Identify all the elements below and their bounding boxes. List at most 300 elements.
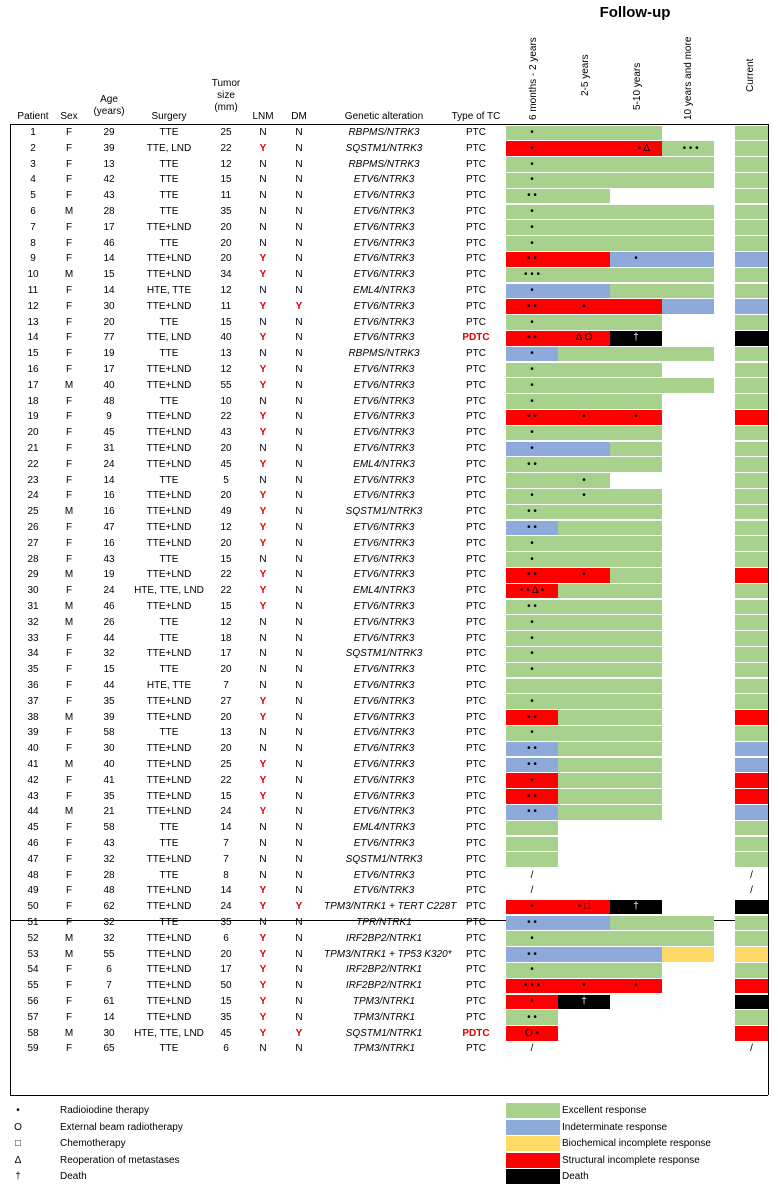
- follow-up-bar-segment: [610, 284, 714, 299]
- cell-patient: 16: [27, 364, 39, 375]
- cell-type-of-tc: PTC: [466, 664, 486, 676]
- cell-genetic-alteration: ETV6/NTRK3: [353, 395, 415, 407]
- cell-tumor-size: 15: [220, 553, 232, 565]
- treatment-marker: •: [530, 174, 534, 186]
- cell-tumor-size: 13: [220, 727, 232, 739]
- cell-lnm: N: [259, 395, 267, 407]
- treatment-marker: • •: [527, 948, 537, 960]
- cell-lnm: N: [259, 1043, 267, 1055]
- cell-surgery: TTE+LND: [146, 964, 192, 976]
- current-status-cell: [735, 410, 768, 425]
- cell-type-of-tc: PTC: [466, 727, 486, 739]
- cell-age: 29: [103, 127, 115, 138]
- cell-sex: F: [65, 316, 73, 328]
- cell-dm: N: [295, 537, 303, 549]
- cell-genetic-alteration: ETV6/NTRK3: [353, 727, 415, 739]
- cell-tumor-size: 35: [220, 1011, 232, 1023]
- cell-lnm: Y: [259, 980, 267, 992]
- treatment-marker: •: [530, 964, 534, 976]
- table-row: [0, 994, 758, 1010]
- legend-color-swatch: [506, 1120, 560, 1135]
- cell-surgery: TTE: [159, 616, 179, 628]
- cell-sex: F: [65, 158, 73, 170]
- treatment-marker: /: [530, 869, 534, 881]
- cell-lnm: Y: [259, 1027, 267, 1039]
- cell-age: 30: [103, 300, 115, 312]
- treatment-marker: •: [530, 616, 534, 628]
- cell-type-of-tc: PTC: [466, 759, 486, 770]
- cell-type-of-tc: PTC: [466, 853, 486, 865]
- cell-age: 14: [103, 474, 115, 486]
- current-status-cell: [735, 710, 768, 725]
- cell-dm: N: [295, 395, 303, 407]
- cell-sex: F: [65, 427, 73, 439]
- cell-patient: 23: [27, 474, 39, 486]
- cell-genetic-alteration: ETV6/NTRK3: [353, 869, 415, 881]
- cell-type-of-tc: PTC: [466, 1043, 486, 1055]
- follow-up-bar-segment: [558, 789, 662, 804]
- cell-lnm: Y: [259, 142, 267, 154]
- treatment-marker: •: [530, 237, 534, 249]
- cell-tumor-size: 22: [220, 585, 232, 597]
- cell-surgery: TTE+LND: [146, 743, 192, 755]
- cell-genetic-alteration: ETV6/NTRK3: [353, 490, 415, 502]
- cell-type-of-tc: PTC: [466, 316, 486, 328]
- cell-surgery: TTE+LND: [146, 490, 192, 502]
- cell-age: 14: [103, 253, 115, 265]
- treatment-marker: •: [530, 490, 534, 502]
- cell-age: 40: [103, 759, 115, 770]
- follow-up-bar-segment: [558, 773, 662, 788]
- table-row: [0, 299, 758, 315]
- current-status-cell: [735, 758, 768, 773]
- treatment-marker: †: [633, 901, 639, 913]
- cell-type-of-tc: PTC: [466, 490, 486, 502]
- cell-surgery: TTE+LND: [146, 522, 192, 533]
- cell-dm: N: [295, 411, 303, 423]
- follow-up-bar-segment: [558, 805, 662, 820]
- header-sex: Sex: [60, 111, 78, 122]
- cell-dm: Y: [295, 901, 303, 913]
- cell-tumor-size: 20: [220, 253, 232, 265]
- cell-lnm: Y: [259, 490, 267, 502]
- table-row: [0, 1010, 758, 1026]
- table-row: [0, 773, 758, 789]
- cell-tumor-size: 55: [220, 379, 232, 391]
- cell-age: 19: [103, 569, 115, 581]
- cell-genetic-alteration: TPM3/NTRK1 + TERT C228T: [324, 901, 457, 913]
- cell-type-of-tc: PTC: [466, 964, 486, 976]
- cell-lnm: Y: [259, 774, 267, 786]
- current-status-cell: [735, 852, 768, 867]
- treatment-marker: • •: [527, 253, 537, 265]
- cell-genetic-alteration: SQSTM1/NTRK3: [345, 853, 423, 865]
- cell-surgery: TTE+LND: [146, 948, 192, 960]
- current-status-cell: [735, 426, 768, 441]
- cell-sex: F: [65, 1011, 73, 1023]
- cell-patient: 51: [27, 917, 39, 928]
- cell-dm: N: [295, 522, 303, 533]
- cell-surgery: TTE+LND: [146, 806, 192, 818]
- cell-surgery: TTE+LND: [146, 300, 192, 312]
- cell-genetic-alteration: ETV6/NTRK3: [353, 569, 415, 581]
- legend-color-label: Biochemical incomplete response: [562, 1138, 711, 1149]
- cell-patient: 15: [27, 348, 39, 360]
- cell-sex: M: [64, 759, 74, 770]
- cell-dm: N: [295, 759, 303, 770]
- current-status-cell: [735, 679, 768, 694]
- treatment-marker: • • •: [682, 142, 699, 154]
- table-row: [0, 188, 758, 204]
- cell-tumor-size: 20: [220, 948, 232, 960]
- header-period-1: 6 months - 2 years: [528, 37, 539, 120]
- cell-tumor-size: 27: [220, 695, 232, 707]
- cell-age: 32: [103, 648, 115, 660]
- cell-lnm: N: [259, 664, 267, 676]
- cell-patient: 21: [27, 443, 39, 454]
- cell-genetic-alteration: SQSTM1/NTRK3: [345, 142, 423, 154]
- cell-age: 20: [103, 316, 115, 328]
- treatment-marker: •: [530, 727, 534, 739]
- current-status-cell: [735, 442, 768, 457]
- cell-surgery: TTE: [159, 190, 179, 202]
- cell-sex: M: [64, 806, 74, 818]
- table-row: [0, 978, 758, 994]
- legend-symbol-label: External beam radiotherapy: [60, 1121, 183, 1133]
- treatment-marker: •: [634, 253, 638, 265]
- table-row: [0, 694, 758, 710]
- cell-lnm: Y: [259, 269, 267, 281]
- cell-patient: 35: [27, 664, 39, 676]
- legend-color-swatch: [506, 1136, 560, 1151]
- cell-dm: N: [295, 348, 303, 360]
- cell-dm: N: [295, 774, 303, 786]
- treatment-marker: •: [530, 158, 534, 170]
- cell-sex: M: [64, 1027, 74, 1039]
- header-tumor-size: Tumor size (mm): [211, 78, 241, 113]
- treatment-marker: •: [634, 411, 638, 423]
- treatment-marker: •: [530, 537, 534, 549]
- treatment-marker: • •: [527, 759, 537, 770]
- current-status-cell: [735, 568, 768, 583]
- cell-surgery: TTE+LND: [146, 601, 192, 612]
- table-row: [0, 552, 758, 568]
- treatment-marker: • •: [527, 743, 537, 755]
- cell-sex: M: [64, 269, 74, 281]
- cell-lnm: N: [259, 348, 267, 360]
- cell-sex: F: [65, 553, 73, 565]
- cell-sex: F: [65, 458, 73, 470]
- cell-type-of-tc: PDTC: [462, 1027, 490, 1039]
- cell-tumor-size: 25: [220, 759, 232, 770]
- table-right-border: [768, 124, 769, 1095]
- cell-lnm: Y: [259, 569, 267, 581]
- cell-patient: 38: [27, 711, 39, 723]
- cell-surgery: TTE: [159, 822, 179, 834]
- follow-up-bar-segment: [506, 852, 558, 867]
- legend-symbol: □: [14, 1138, 22, 1149]
- cell-lnm: Y: [259, 332, 267, 344]
- cell-dm: N: [295, 1011, 303, 1023]
- treatment-marker: •: [530, 632, 534, 644]
- cell-genetic-alteration: ETV6/NTRK3: [353, 790, 415, 802]
- cell-genetic-alteration: ETV6/NTRK3: [353, 537, 415, 549]
- cell-dm: N: [295, 364, 303, 375]
- follow-up-bar-segment: [610, 442, 662, 457]
- cell-tumor-size: 20: [220, 537, 232, 549]
- cell-lnm: Y: [259, 901, 267, 913]
- treatment-marker: • •: [527, 601, 537, 612]
- current-status-cell: [735, 615, 768, 630]
- table-row: [0, 710, 758, 726]
- follow-up-bar-segment: [558, 347, 714, 362]
- cell-type-of-tc: PTC: [466, 411, 486, 423]
- cell-dm: N: [295, 443, 303, 454]
- cell-lnm: Y: [259, 537, 267, 549]
- cell-type-of-tc: PTC: [466, 379, 486, 391]
- cell-sex: F: [65, 695, 73, 707]
- cell-surgery: HTE, TTE, LND: [134, 1027, 204, 1039]
- cell-genetic-alteration: ETV6/NTRK3: [353, 253, 415, 265]
- cell-lnm: Y: [259, 806, 267, 818]
- follow-up-bar-segment: [506, 837, 558, 852]
- cell-genetic-alteration: IRF2BP2/NTRK1: [345, 964, 423, 976]
- table-row: [0, 962, 758, 978]
- cell-tumor-size: 49: [220, 506, 232, 518]
- cell-sex: M: [64, 379, 74, 391]
- cell-surgery: TTE+LND: [146, 569, 192, 581]
- cell-dm: N: [295, 695, 303, 707]
- table-row: [0, 820, 758, 836]
- cell-sex: M: [64, 506, 74, 518]
- cell-surgery: TTE: [159, 664, 179, 676]
- cell-surgery: TTE: [159, 632, 179, 644]
- cell-tumor-size: 22: [220, 142, 232, 154]
- cell-dm: N: [295, 885, 303, 897]
- table-row: [0, 425, 758, 441]
- current-status-cell: [735, 837, 768, 852]
- cell-lnm: Y: [259, 996, 267, 1007]
- cell-surgery: TTE+LND: [146, 996, 192, 1007]
- cell-type-of-tc: PTC: [466, 901, 486, 913]
- cell-genetic-alteration: ETV6/NTRK3: [353, 759, 415, 770]
- table-row: [0, 236, 758, 252]
- cell-genetic-alteration: ETV6/NTRK3: [353, 695, 415, 707]
- cell-lnm: N: [259, 616, 267, 628]
- legend-color-label: Death: [562, 1171, 589, 1182]
- cell-type-of-tc: PDTC: [462, 332, 490, 344]
- cell-patient: 19: [27, 411, 39, 423]
- cell-type-of-tc: PTC: [466, 711, 486, 723]
- current-status-cell: [735, 252, 768, 267]
- table-row: [0, 583, 758, 599]
- table-row: [0, 899, 758, 915]
- cell-tumor-size: 15: [220, 996, 232, 1007]
- current-status-text: /: [750, 885, 753, 897]
- cell-age: 43: [103, 190, 115, 202]
- cell-lnm: Y: [259, 711, 267, 723]
- cell-age: 15: [103, 269, 115, 281]
- cell-type-of-tc: PTC: [466, 506, 486, 518]
- cell-patient: 54: [27, 964, 39, 976]
- cell-type-of-tc: PTC: [466, 458, 486, 470]
- follow-up-title: Follow-up: [599, 4, 671, 21]
- table-row: [0, 599, 758, 615]
- cell-genetic-alteration: ETV6/NTRK3: [353, 379, 415, 391]
- cell-lnm: N: [259, 474, 267, 486]
- cell-patient: 55: [27, 980, 39, 992]
- cell-sex: F: [65, 395, 73, 407]
- cell-patient: 28: [27, 553, 39, 565]
- cell-genetic-alteration: ETV6/NTRK3: [353, 601, 415, 612]
- current-status-cell: [735, 157, 768, 172]
- cell-sex: M: [64, 206, 74, 217]
- table-row: [0, 488, 758, 504]
- table-row: [0, 441, 758, 457]
- cell-age: 6: [106, 964, 112, 976]
- cell-patient: 37: [27, 695, 39, 707]
- table-row: [0, 836, 758, 852]
- cell-dm: N: [295, 743, 303, 755]
- cell-type-of-tc: PTC: [466, 996, 486, 1007]
- treatment-marker: • •: [527, 506, 537, 518]
- cell-genetic-alteration: ETV6/NTRK3: [353, 632, 415, 644]
- cell-patient: 13: [27, 316, 39, 328]
- cell-tumor-size: 20: [220, 443, 232, 454]
- cell-tumor-size: 11: [220, 300, 232, 312]
- treatment-marker: •: [530, 695, 534, 707]
- cell-patient: 10: [27, 269, 39, 281]
- table-row: [0, 283, 758, 299]
- cell-tumor-size: 34: [220, 269, 232, 281]
- cell-dm: N: [295, 1043, 303, 1055]
- cell-dm: N: [295, 458, 303, 470]
- cell-patient: 58: [27, 1027, 39, 1039]
- cell-sex: F: [65, 332, 73, 344]
- cell-dm: Y: [295, 1027, 303, 1039]
- cell-type-of-tc: PTC: [466, 395, 486, 407]
- treatment-marker: •: [530, 901, 534, 913]
- table-row: [0, 662, 758, 678]
- cell-genetic-alteration: ETV6/NTRK3: [353, 364, 415, 375]
- cell-genetic-alteration: ETV6/NTRK3: [353, 269, 415, 281]
- cell-tumor-size: 15: [220, 174, 232, 186]
- cell-genetic-alteration: ETV6/NTRK3: [353, 885, 415, 897]
- cell-tumor-size: 43: [220, 427, 232, 439]
- current-status-cell: [735, 236, 768, 251]
- cell-dm: N: [295, 206, 303, 217]
- cell-age: 65: [103, 1043, 115, 1055]
- treatment-marker: • •: [527, 458, 537, 470]
- cell-genetic-alteration: ETV6/NTRK3: [353, 774, 415, 786]
- cell-age: 32: [103, 932, 115, 944]
- cell-sex: F: [65, 300, 73, 312]
- cell-tumor-size: 35: [220, 206, 232, 217]
- cell-genetic-alteration: EML4/NTRK3: [353, 585, 415, 597]
- table-row: [0, 157, 758, 173]
- cell-genetic-alteration: TPR/NTRK1: [356, 917, 412, 928]
- treatment-marker: •: [530, 443, 534, 454]
- treatment-marker: •: [530, 774, 534, 786]
- cell-dm: N: [295, 711, 303, 723]
- cell-type-of-tc: PTC: [466, 648, 486, 660]
- treatment-marker: •: [582, 490, 586, 502]
- table-row: [0, 473, 758, 489]
- cell-surgery: TTE: [159, 348, 179, 360]
- table-row: [0, 915, 758, 931]
- current-status-cell: [735, 631, 768, 646]
- current-status-cell: [735, 647, 768, 662]
- header-age: Age (years): [93, 94, 125, 117]
- current-status-cell: [735, 457, 768, 472]
- cell-tumor-size: 45: [220, 458, 232, 470]
- cell-dm: N: [295, 190, 303, 202]
- cell-lnm: N: [259, 648, 267, 660]
- cell-sex: F: [65, 474, 73, 486]
- treatment-marker: •: [582, 569, 586, 581]
- legend-color-label: Indeterminate response: [562, 1121, 668, 1133]
- cell-genetic-alteration: SQSTM1/NTRK1: [345, 1027, 423, 1039]
- cell-dm: N: [295, 917, 303, 928]
- current-status-cell: [735, 378, 768, 393]
- cell-surgery: TTE+LND: [146, 458, 192, 470]
- cell-patient: 8: [30, 237, 36, 249]
- cell-type-of-tc: PTC: [466, 174, 486, 186]
- table-row: [0, 789, 758, 805]
- cell-genetic-alteration: ETV6/NTRK3: [353, 443, 415, 454]
- cell-age: 46: [103, 237, 115, 249]
- cell-patient: 26: [27, 522, 39, 533]
- cell-patient: 44: [27, 806, 39, 818]
- current-status-cell: [735, 1026, 768, 1041]
- cell-lnm: Y: [259, 1011, 267, 1023]
- cell-patient: 31: [27, 601, 39, 612]
- current-status-cell: [735, 995, 768, 1010]
- legend-color-label: Structural incomplete response: [562, 1154, 700, 1166]
- cell-genetic-alteration: ETV6/NTRK3: [353, 680, 415, 691]
- cell-patient: 42: [27, 774, 39, 786]
- treatment-marker: •: [530, 206, 534, 217]
- cell-dm: N: [295, 142, 303, 154]
- cell-age: 31: [103, 443, 115, 454]
- cell-type-of-tc: PTC: [466, 474, 486, 486]
- table-row: [0, 409, 758, 425]
- cell-genetic-alteration: RBPMS/NTRK3: [348, 158, 420, 170]
- treatment-marker: •: [582, 411, 586, 423]
- cell-age: 14: [103, 1011, 115, 1023]
- cell-dm: N: [295, 790, 303, 802]
- cell-tumor-size: 5: [223, 474, 229, 486]
- cell-dm: N: [295, 506, 303, 518]
- cell-tumor-size: 12: [220, 285, 232, 296]
- cell-patient: 12: [27, 300, 39, 312]
- cell-dm: N: [295, 838, 303, 849]
- cell-sex: F: [65, 490, 73, 502]
- cell-age: 55: [103, 948, 115, 960]
- cell-tumor-size: 40: [220, 332, 232, 344]
- cell-sex: M: [64, 948, 74, 960]
- treatment-marker: • • Δ •: [519, 585, 545, 597]
- cell-sex: F: [65, 1043, 73, 1055]
- table-row: [0, 536, 758, 552]
- cell-tumor-size: 17: [220, 648, 232, 660]
- table-row: [0, 125, 758, 141]
- table-row: [0, 678, 758, 694]
- table-row: [0, 1026, 758, 1042]
- table-row: [0, 631, 758, 647]
- cell-dm: N: [295, 664, 303, 676]
- cell-type-of-tc: PTC: [466, 680, 486, 691]
